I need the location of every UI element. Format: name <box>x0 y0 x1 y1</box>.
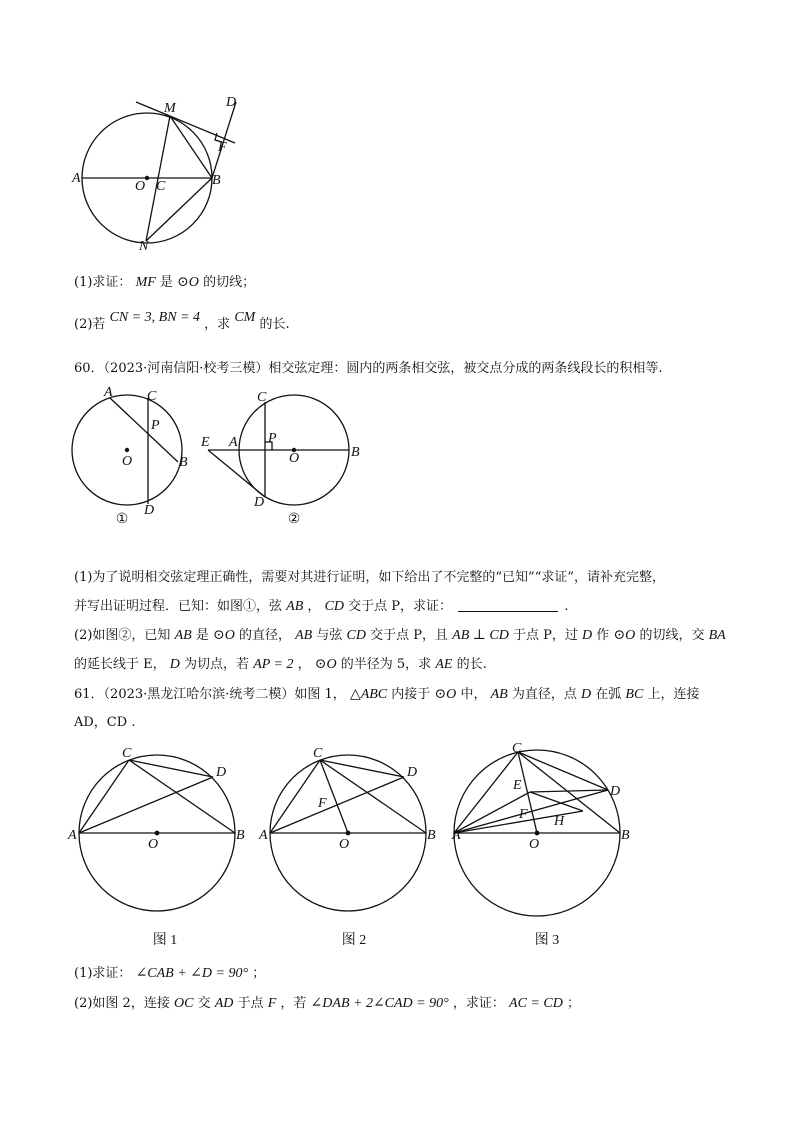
q59-part1 <box>74 274 255 292</box>
label-point: C <box>257 390 267 405</box>
text: ； <box>566 996 580 1011</box>
label-point: E <box>201 435 210 450</box>
q59-part2 <box>74 310 290 334</box>
text: (1)求证： <box>74 966 132 981</box>
q60-part1-a: (1)为了说明相交弦定理正确性，需要对其进行证明，如下给出了不完整的“已知”“求证”，请补充完整， <box>74 570 665 585</box>
math: CM <box>234 310 256 325</box>
figure-60-2 <box>196 380 376 520</box>
label-point: C <box>313 746 323 761</box>
text: 在弧 <box>595 687 622 702</box>
text: ， <box>307 599 321 614</box>
math: ⊙O <box>434 687 457 702</box>
tangent-line <box>136 102 235 143</box>
math: BA <box>708 628 726 643</box>
text: 为直径，点 <box>511 687 577 702</box>
text: (2)如图 2，连接 <box>74 996 170 1011</box>
label-point: A <box>72 171 81 186</box>
label-point: F <box>218 140 227 155</box>
math: AD <box>214 996 234 1011</box>
label-point: D <box>254 495 265 510</box>
text: 的切线； <box>203 275 256 290</box>
figure-caption: ② <box>287 512 301 527</box>
math: ⊙O <box>177 275 199 290</box>
text: 的切线，交 <box>639 628 705 643</box>
label-point: F <box>519 807 528 822</box>
label-point: N <box>139 239 149 254</box>
math: ⊙O <box>314 657 337 672</box>
label-point: O <box>135 179 146 194</box>
math: AB ⊥ CD <box>452 628 509 643</box>
text: ，求 <box>204 317 231 332</box>
label-point: O <box>122 454 133 469</box>
text: ，求证： <box>452 996 505 1011</box>
math: ⊙O <box>613 628 636 643</box>
q60-part1-b <box>74 598 568 616</box>
text: ，若 <box>280 996 307 1011</box>
math: ∠CAB + ∠D = 90° <box>135 966 249 981</box>
text: ， <box>297 657 311 672</box>
text: 是 <box>195 628 209 643</box>
label-point: A <box>104 385 113 400</box>
q61-heading-a <box>74 686 699 704</box>
label-point: C <box>122 746 132 761</box>
text: 上，连接 <box>647 687 700 702</box>
label-point: E <box>513 778 522 793</box>
label-point: A <box>452 828 461 843</box>
label-point: O <box>148 837 159 852</box>
label-point: D <box>610 784 621 799</box>
center-dot <box>145 176 149 180</box>
label-point: H <box>554 814 565 829</box>
label-point: O <box>529 837 540 852</box>
math: CD <box>346 628 366 643</box>
text: 于点 <box>237 996 264 1011</box>
q61-heading-b: AD，CD . <box>74 715 136 730</box>
label-point: O <box>289 451 300 466</box>
label-point: B <box>179 455 188 470</box>
math: △ABC <box>349 687 388 702</box>
label-point: B <box>621 828 630 843</box>
text: 交于点 P，求证： <box>348 599 453 614</box>
label-point: C <box>512 741 522 756</box>
text: 的半径为 5，求 <box>340 657 432 672</box>
text: 交 <box>197 996 211 1011</box>
label-point: D <box>226 95 237 110</box>
math: AB <box>295 628 313 643</box>
figure-caption: 图 2 <box>341 933 367 948</box>
math: CD <box>324 599 345 614</box>
math: AB <box>286 599 304 614</box>
text: 交于点 P，且 <box>370 628 448 643</box>
label-point: D <box>216 765 227 780</box>
math: OC <box>173 996 194 1011</box>
text: (2)若 <box>74 317 106 332</box>
math: D <box>581 687 592 702</box>
text: ； <box>252 966 266 981</box>
text: 内接于 <box>391 687 431 702</box>
label-point: D <box>407 765 418 780</box>
label-point: C <box>147 389 157 404</box>
math: AB <box>490 687 508 702</box>
math: MF <box>135 275 156 290</box>
math: ⊙O <box>212 628 235 643</box>
text: . <box>564 599 569 614</box>
text: 作 <box>596 628 610 643</box>
q61-part2 <box>74 995 580 1013</box>
q60-part2-b <box>74 656 487 674</box>
math: AB <box>174 628 192 643</box>
label-point: A <box>229 435 238 450</box>
text: 的长. <box>259 317 290 332</box>
label-point: B <box>427 828 436 843</box>
text: 是 <box>159 275 173 290</box>
text: 为切点，若 <box>184 657 250 672</box>
figure-60-1 <box>60 380 200 520</box>
text: 与弦 <box>316 628 343 643</box>
tangent-ed <box>208 450 265 497</box>
math: ∠DAB + 2∠CAD = 90° <box>310 996 449 1011</box>
math: D <box>169 657 180 672</box>
figure-61-2 <box>259 742 459 920</box>
text: 的长. <box>456 657 487 672</box>
label-point: A <box>68 828 77 843</box>
math: BC <box>625 687 644 702</box>
label-point: B <box>212 173 221 188</box>
math: AE <box>435 657 453 672</box>
figure-caption: 图 3 <box>534 933 560 948</box>
figure-circle-tangent <box>60 90 260 260</box>
label-point: O <box>339 837 350 852</box>
chord-ab <box>110 398 178 462</box>
label-point: B <box>236 828 245 843</box>
text: 中， <box>460 687 487 702</box>
text: (2)如图②，已知 <box>74 628 171 643</box>
label-point: B <box>351 445 360 460</box>
text: 并写出证明过程．已知：如图①，弦 <box>74 599 283 614</box>
text: 的直径， <box>238 628 291 643</box>
label-point: D <box>144 503 155 518</box>
q61-part1 <box>74 965 265 983</box>
math: D <box>582 628 593 643</box>
label-point: M <box>164 101 176 116</box>
text: 的延长线于 E， <box>74 657 166 672</box>
label-point: F <box>318 796 327 811</box>
figure-caption: 图 1 <box>152 933 178 948</box>
q60-heading: 60．（2023·河南信阳·校考三模）相交弦定理：圆内的两条相交弦，被交点分成的两条线段长的积相等. <box>74 361 663 376</box>
text: 于点 P，过 <box>513 628 578 643</box>
label-point: P <box>268 431 277 446</box>
math: CN = 3, BN = 4 <box>109 310 201 325</box>
label-point: C <box>156 179 166 194</box>
math: AP = 2 <box>253 657 294 672</box>
figure-61-3 <box>453 742 643 920</box>
answer-blank[interactable] <box>458 599 558 612</box>
label-point: A <box>259 828 268 843</box>
label-point: P <box>151 418 160 433</box>
q60-part2-a <box>74 627 726 645</box>
figure-61-1 <box>68 742 268 920</box>
text: 61．（2023·黑龙江哈尔滨·统考二模）如图 1， <box>74 687 346 702</box>
math: AC = CD <box>509 996 563 1011</box>
text: (1)求证： <box>74 275 132 290</box>
figure-caption: ① <box>115 512 129 527</box>
math: F <box>267 996 277 1011</box>
